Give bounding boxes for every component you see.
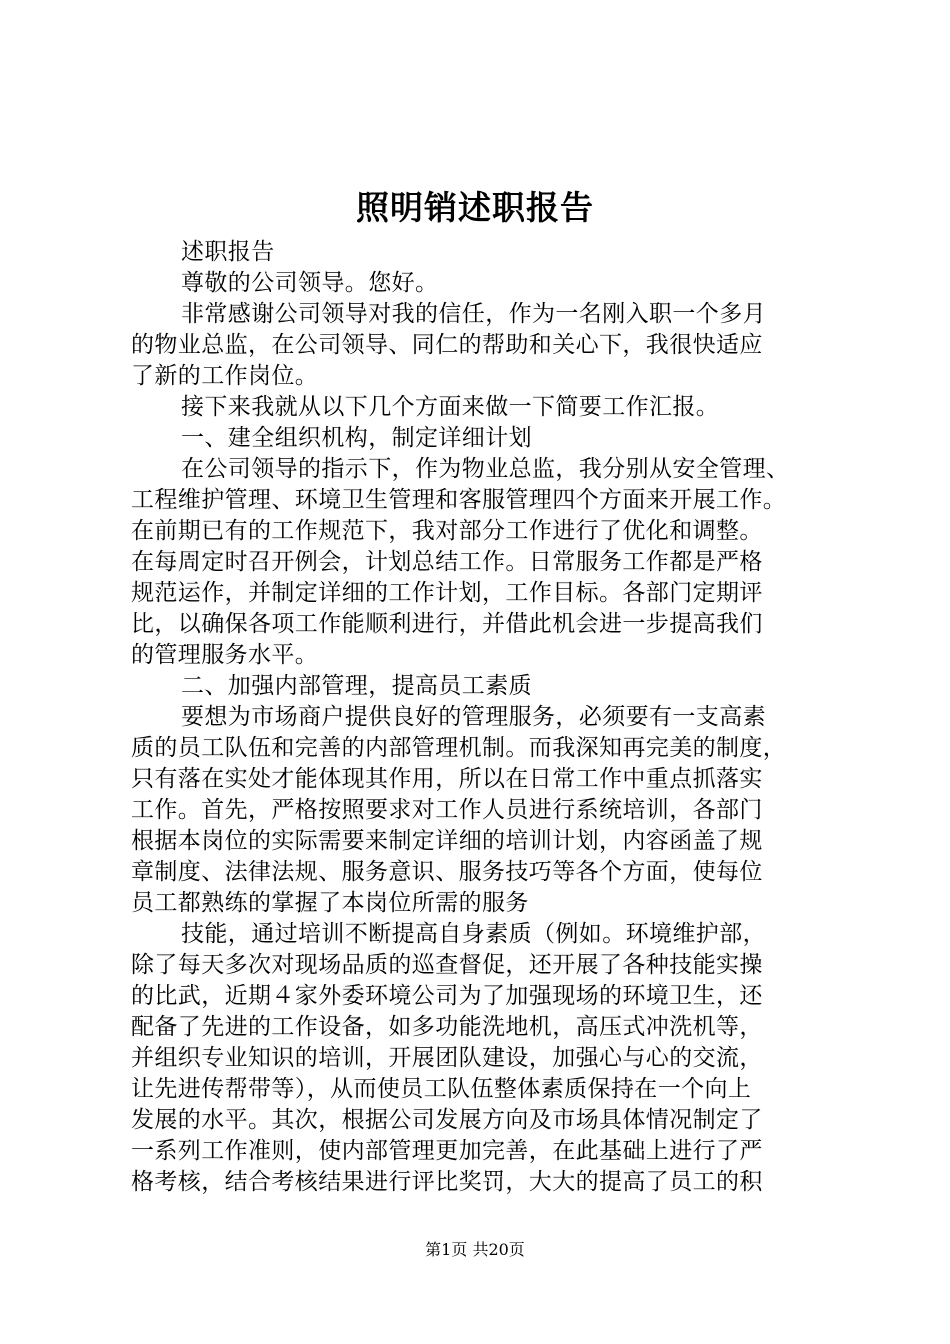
body-line: 了新的工作岗位。 [131, 363, 319, 389]
body-line: 并组织专业知识的培训，开展团队建设，加强心与心的交流， [131, 1045, 763, 1071]
body-line: 在公司领导的指示下，作为物业总监，我分别从安全管理、 [181, 456, 790, 482]
body-line: 规范运作，并制定详细的工作计划，工作目标。各部门定期评 [131, 580, 763, 606]
body-line: 一、建全组织机构，制定详细计划 [181, 425, 532, 451]
body-line: 只有落在实处才能体现其作用，所以在日常工作中重点抓落实 [131, 766, 763, 792]
document-title: 照明销述职报告 [356, 188, 594, 227]
body-line: 工作。首先，严格按照要求对工作人员进行系统培训，各部门 [131, 797, 763, 823]
body-line: 的物业总监，在公司领导、同仁的帮助和关心下，我很快适应 [131, 332, 763, 358]
body-line: 二、加强内部管理，提高员工素质 [181, 673, 532, 699]
body-line: 技能，通过培训不断提高自身素质（例如。环境维护部， [181, 921, 766, 947]
body-line: 一系列工作准则，使内部管理更加完善，在此基础上进行了严 [131, 1138, 763, 1164]
body-line: 除了每天多次对现场品质的巡查督促，还开展了各种技能实操 [131, 952, 763, 978]
body-line: 接下来我就从以下几个方面来做一下简要工作汇报。 [181, 394, 720, 420]
document-body [131, 237, 831, 1198]
body-line: 要想为市场商户提供良好的管理服务，必须要有一支高素 [181, 704, 766, 730]
body-line: 工程维护管理、环境卫生管理和客服管理四个方面来开展工作。 [131, 487, 787, 513]
body-line: 的管理服务水平。 [131, 642, 319, 668]
body-line: 非常感谢公司领导对我的信任，作为一名刚入职一个多月 [181, 301, 766, 327]
body-line: 尊敬的公司领导。您好。 [181, 270, 439, 296]
body-line: 格考核，结合考核结果进行评比奖罚，大大的提高了员工的积 [131, 1169, 763, 1195]
body-line: 比，以确保各项工作能顺利进行，并借此机会进一步提高我们 [131, 611, 763, 637]
body-line: 在每周定时召开例会，计划总结工作。日常服务工作都是严格 [131, 549, 763, 575]
body-line: 述职报告 [181, 239, 275, 265]
body-line: 在前期已有的工作规范下，我对部分工作进行了优化和调整。 [131, 518, 763, 544]
body-line: 让先进传帮带等），从而使员工队伍整体素质保持在一个向上 [131, 1076, 752, 1102]
body-line: 质的员工队伍和完善的内部管理机制。而我深知再完美的制度， [131, 735, 787, 761]
body-line: 根据本岗位的实际需要来制定详细的培训计划，内容函盖了规 [131, 828, 763, 854]
body-line: 的比武，近期４家外委环境公司为了加强现场的环境卫生，还 [131, 983, 763, 1009]
body-line: 章制度、法律法规、服务意识、服务技巧等各个方面，使每位 [131, 859, 763, 885]
page-footer: 第1页 共20页 [425, 1240, 525, 1259]
body-line: 发展的水平。其次，根据公司发展方向及市场具体情况制定了 [131, 1107, 763, 1133]
body-line: 配备了先进的工作设备，如多功能洗地机，高压式冲洗机等， [131, 1014, 763, 1040]
body-line: 员工都熟练的掌握了本岗位所需的服务 [131, 890, 529, 916]
